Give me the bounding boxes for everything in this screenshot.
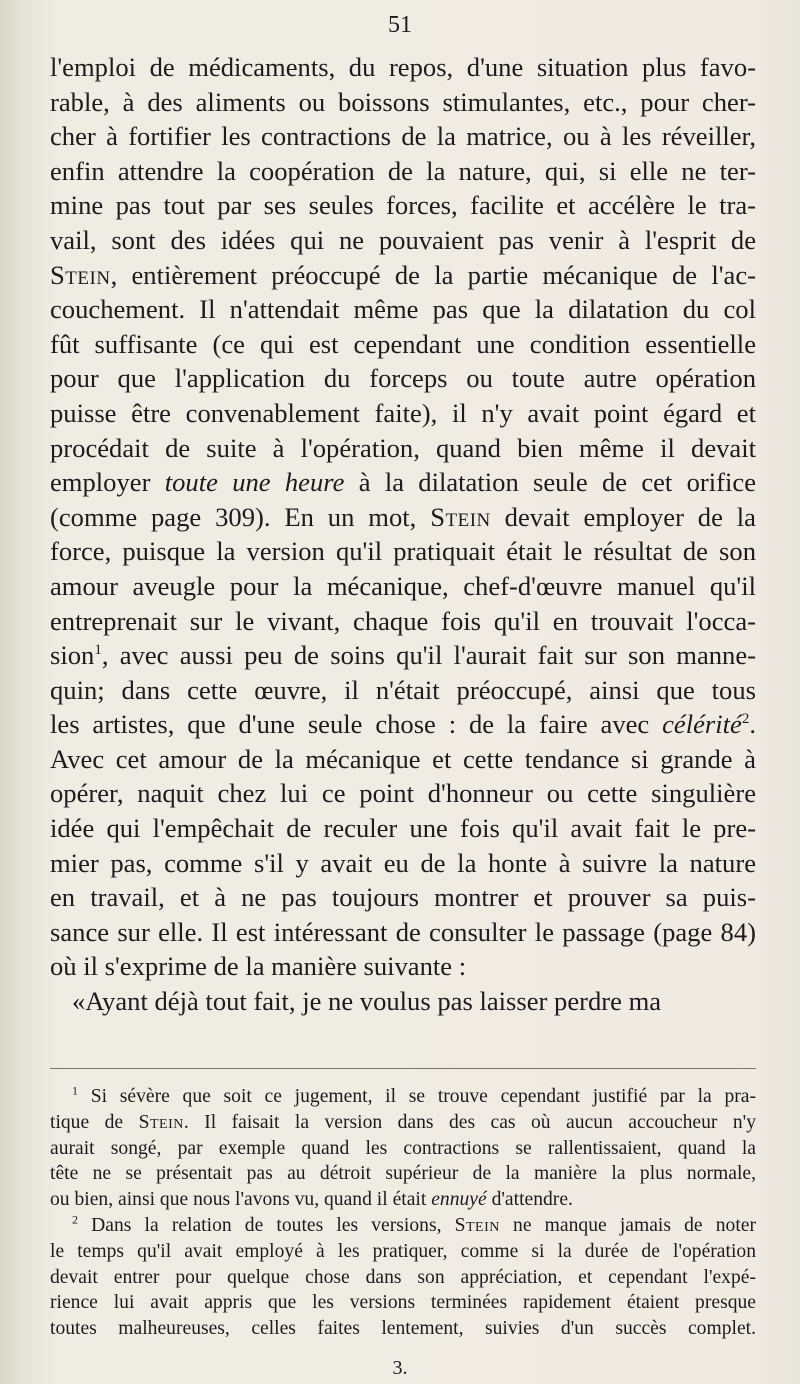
text-line: pour que l'application du forceps ou toute autre opération [50, 363, 756, 394]
author-name-stein: Stein [454, 1214, 500, 1236]
text-line: en travail, et à ne pas toujours montrer et prouver sa puis- [50, 882, 756, 913]
quote-line: «Ayant déjà tout fait, je ne voulus pas laisser perdre ma [72, 986, 662, 1017]
main-paragraph [50, 50, 756, 1019]
text-line: force, puisque la version qu'il pratiquait était le résultat de son [50, 536, 756, 567]
footnote-2-line: le temps qu'il avait employé à les pratiquer, comme si la durée de l'opération [50, 1240, 756, 1262]
footnote-2-line: rience lui avait appris que les versions terminées rapidement étaient presque [50, 1292, 756, 1314]
footnote-1-line [50, 1084, 756, 1110]
text-segment: Si sévère que soit ce jugement, il se trouve cependant justifié par la pra- [90, 1086, 756, 1107]
text-segment: , entièrement préoccupé de la partie mécanique de l'ac- [110, 259, 756, 290]
text-line: opérer, naquit chez lui ce point d'honneur ou cette singulière [50, 778, 756, 809]
text-segment: à la dilatation seule de cet orifice [358, 467, 756, 498]
text-line [50, 258, 756, 293]
text-line: cher à fortifier les contractions de la matrice, ou à les réveiller, [50, 121, 756, 152]
emphasis-text: ennuyé [431, 1189, 487, 1211]
text-line: idée qui l'empêchait de reculer une fois qu'il avait fait le pre- [50, 813, 756, 844]
footnote-ref-1[interactable]: 1 [94, 642, 102, 659]
text-line: Avec cet amour de la mécanique et cette tendance si grande à [50, 743, 756, 774]
text-line: couchement. Il n'attendait même pas que la dilatation du col [50, 294, 756, 325]
text-segment: tique de [50, 1111, 124, 1133]
text-line: l'emploi de médicaments, du repos, d'une situation plus favo- [50, 52, 756, 82]
text-line [50, 500, 756, 535]
text-segment: devait employer de la [504, 501, 756, 532]
footnote-2-line: devait entrer pour quelque chose dans son appréciation, et cependant l'expé- [50, 1266, 756, 1288]
text-segment: . [749, 709, 756, 740]
text-line: mine pas tout par ses seules forces, facilite et accélère le tra- [50, 190, 756, 221]
text-segment: sion [50, 640, 95, 671]
text-line: où il s'exprime de la manière suivante : [50, 951, 467, 982]
text-segment: . Il faisait la version dans des cas où aucun accoucheur n'y [183, 1111, 757, 1133]
text-line: procédait de suite à l'opération, quand bien même il devait [50, 432, 756, 463]
emphasis-text: célérité [662, 709, 742, 740]
footnote-ref-2[interactable]: 2 [741, 711, 750, 728]
text-line: enfin attendre la coopération de la nature, qui, si elle ne ter- [50, 155, 756, 186]
text-line: vail, sont des idées qui ne pouvaient pas venir à l'esprit de [50, 224, 756, 255]
text-line: entreprenait sur le vivant, chaque fois qu'il en trouvait l'occa- [50, 605, 756, 636]
text-line: sance sur elle. Il est intéressant de consulter le passage (page 84) [50, 916, 756, 947]
text-segment: ne manque jamais de noter [513, 1214, 756, 1236]
author-name-stein: Stein [138, 1111, 184, 1133]
signature-mark: 3. [392, 1357, 408, 1379]
author-name-stein: Stein [50, 259, 111, 290]
text-line: fût suffisante (ce qui est cependant une condition essentielle [50, 328, 756, 359]
text-segment: , avec aussi peu de soins qu'il l'aurait fait sur son manne- [101, 640, 756, 671]
emphasis-text: toute une heure [164, 467, 345, 498]
footnote-mark-2: 2 [72, 1212, 78, 1227]
text-segment: employer [50, 467, 151, 498]
page-number: 51 [388, 12, 412, 38]
footnote-2-line: toutes malheureuses, celles faites lentement, suivies d'un succès complet. [50, 1318, 756, 1340]
text-segment: ou bien, ainsi que nous l'avons vu, quand il était [50, 1189, 427, 1211]
text-line [50, 707, 756, 742]
text-segment: d'attendre. [491, 1189, 573, 1211]
text-segment: les artistes, que d'une seule chose : de la faire avec [50, 709, 650, 740]
text-line [50, 638, 756, 673]
footnote-divider [50, 1068, 756, 1069]
text-line: puisse être convenablement faite), il n'y avait point égard et [50, 397, 756, 428]
footnote-2-line [50, 1213, 756, 1239]
text-line [50, 465, 756, 500]
footnotes [50, 1084, 756, 1342]
text-line: amour aveugle pour la mécanique, chef-d'œuvre manuel qu'il [50, 570, 756, 601]
text-line: mier pas, comme s'il y avait eu de la honte à suivre la nature [50, 847, 756, 878]
footnote-1-line [50, 1110, 756, 1136]
footnote-1-line: tête ne se présentait pas au détroit supérieur de la manière la plus normale, [50, 1163, 756, 1185]
text-segment: Dans la relation de toutes les versions, [91, 1214, 442, 1236]
footnote-mark-1: 1 [72, 1083, 78, 1098]
text-line: rable, à des aliments ou boissons stimulantes, etc., pour cher- [50, 86, 756, 117]
footnote-1-line [50, 1187, 756, 1213]
author-name-stein: Stein [430, 501, 491, 532]
text-segment: (comme page 309). En un mot, [50, 501, 417, 532]
footnote-1-line: aurait songé, par exemple quand les contractions se rallentissaient, quand la [50, 1137, 756, 1159]
text-line: quin; dans cette œuvre, il n'était préoccupé, ainsi que tous [50, 674, 756, 705]
